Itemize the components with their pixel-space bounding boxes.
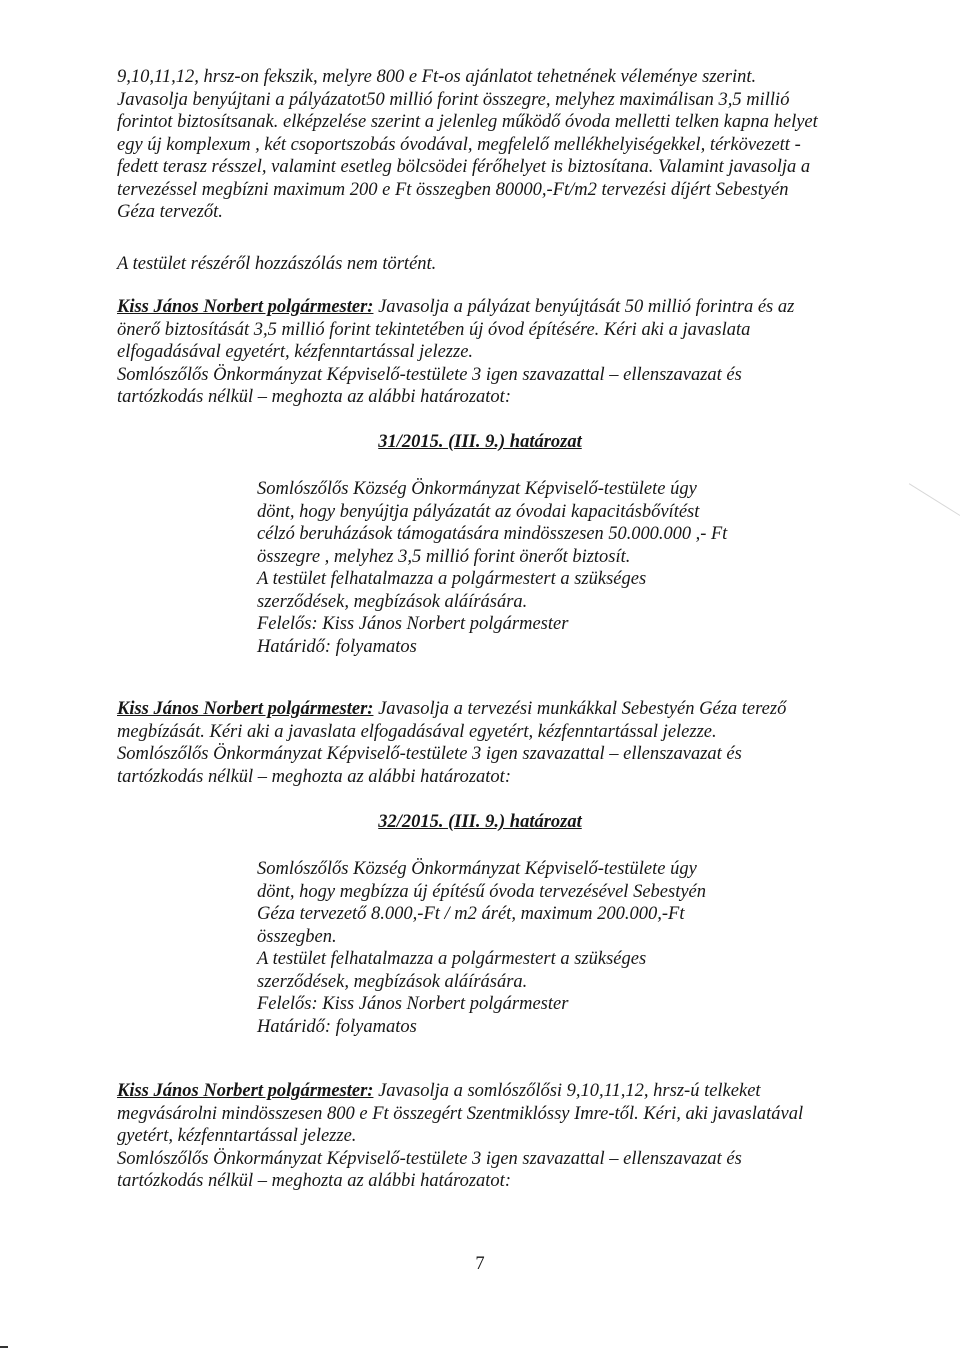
intro-line: Javasolja benyújtani a pályázatot50 millió forint összegre, melyhez maximálisan 3,5 millió xyxy=(117,89,790,110)
resolution-line: Felelős: Kiss János Norbert polgármester xyxy=(257,614,569,634)
proposal-line: elfogadásával egyetért, kézfenntartással jelezze. xyxy=(117,342,474,362)
intro-line: Géza tervezőt. xyxy=(117,202,223,222)
proposal-line: önerő biztosítását 3,5 millió forint tekintetében új óvod építésére. Kéri aki a javaslata xyxy=(117,319,751,340)
proposal-line xyxy=(117,1080,841,1103)
resolution-line: A testület felhatalmazza a polgármestert a szükséges xyxy=(257,949,647,969)
resolution-line: Határidő: folyamatos xyxy=(257,1016,417,1037)
proposal-line: gyetért, kézfenntartással jelezze. xyxy=(117,1126,357,1146)
resolution-line: dönt, hogy benyújtja pályázatát az óvodai kapacitásbővítést xyxy=(257,501,700,522)
proposal-text: Javasolja a tervezési munkákkal Sebestyén Géza terező xyxy=(373,699,787,719)
proposal-line: Somlószőlős Önkormányzat Képviselő-testülete 3 igen szavazattal – ellenszavazat és xyxy=(117,744,742,764)
resolution-line: A testület felhatalmazza a polgármestert a szükséges xyxy=(257,569,647,589)
page-number: 7 xyxy=(475,1254,485,1274)
testulet-comment xyxy=(117,253,841,276)
intro-line: tervezéssel megbízni maximum 200 e Ft összegben 80000,-Ft/m2 tervezési díjért Sebestyén xyxy=(117,179,789,200)
resolution-line: Határidő: folyamatos xyxy=(257,636,417,657)
proposal-line xyxy=(117,296,841,319)
resolution-body-32 xyxy=(257,858,727,1038)
resolution-line: Somlószőlős Község Önkormányzat Képviselő-testülete úgy xyxy=(257,479,697,499)
proposal-line: tartózkodás nélkül – meghozta az alábbi határozatot: xyxy=(117,1171,511,1191)
scan-artifact-mark xyxy=(0,1346,8,1348)
intro-paragraph xyxy=(117,66,841,224)
resolution-title-32: 32/2015. (III. 9.) határozat xyxy=(378,812,582,832)
resolution-line: összegben. xyxy=(257,926,337,947)
intro-line: 9,10,11,12, hrsz-on fekszik, melyre 800 e Ft-os ajánlatot tehetnének véleménye szerint. xyxy=(117,67,757,87)
speaker-name: Kiss János Norbert polgármester: xyxy=(117,699,374,719)
proposal-text: Javasolja a somlószőlősi 9,10,11,12, hrsz-ú telkeket xyxy=(373,1081,761,1101)
proposal-block-1 xyxy=(117,296,841,409)
proposal-line: tartózkodás nélkül – meghozta az alábbi határozatot: xyxy=(117,387,511,407)
proposal-text: Javasolja a pályázat benyújtását 50 millió forintra és az xyxy=(373,297,795,317)
speaker-name: Kiss János Norbert polgármester: xyxy=(117,297,374,317)
resolution-line: célzó beruházások támogatására mindösszesen 50.000.000 ,- Ft xyxy=(257,524,728,544)
proposal-block-3 xyxy=(117,1080,841,1193)
scan-artifact-line xyxy=(909,483,960,516)
intro-line: forintot biztosítsanak. elképzelése szerint a jelenleg működő óvoda melletti telken kapna helyet xyxy=(117,112,818,132)
intro-line: fedett terasz résszel, valamint esetleg bölcsödei férőhelyet is biztosítana. Valamint javasolja a xyxy=(117,157,811,177)
proposal-line: Somlószőlős Önkormányzat Képviselő-testülete 3 igen szavazattal – ellenszavazat és xyxy=(117,1148,742,1169)
resolution-line: szerződések, megbízások aláírására. xyxy=(257,591,528,612)
proposal-line xyxy=(117,698,841,721)
proposal-block-2 xyxy=(117,698,841,788)
resolution-title-31: 31/2015. (III. 9.) határozat xyxy=(378,432,582,452)
proposal-line: megbízását. Kéri aki a javaslata elfogadásával egyetért, kézfenntartással jelezze. xyxy=(117,721,717,742)
proposal-line: megvásárolni mindösszesen 800 e Ft összegért Szentmiklóssy Imre-től. Kéri, aki javaslatával xyxy=(117,1103,804,1124)
proposal-line: Somlószőlős Önkormányzat Képviselő-testülete 3 igen szavazattal – ellenszavazat és xyxy=(117,364,742,385)
resolution-line: Felelős: Kiss János Norbert polgármester xyxy=(257,994,569,1014)
resolution-line: összegre , melyhez 3,5 millió forint önerőt biztosít. xyxy=(257,546,631,567)
resolution-body-31 xyxy=(257,478,727,658)
speaker-name: Kiss János Norbert polgármester: xyxy=(117,1081,374,1101)
comment-text: A testület részéről hozzászólás nem történt. xyxy=(117,254,437,274)
proposal-line: tartózkodás nélkül – meghozta az alábbi határozatot: xyxy=(117,766,511,787)
resolution-line: Somlószőlős Község Önkormányzat Képviselő-testülete úgy xyxy=(257,859,697,879)
resolution-line: szerződések, megbízások aláírására. xyxy=(257,971,528,992)
resolution-line: dönt, hogy megbízza új építésű óvoda tervezésével Sebestyén xyxy=(257,881,707,902)
resolution-line: Géza tervezető 8.000,-Ft / m2 árét, maximum 200.000,-Ft xyxy=(257,904,685,924)
intro-line: egy új komplexum , két csoportszobás óvodával, megfelelő mellékhelyiségekkel, térkövezett - xyxy=(117,134,801,155)
